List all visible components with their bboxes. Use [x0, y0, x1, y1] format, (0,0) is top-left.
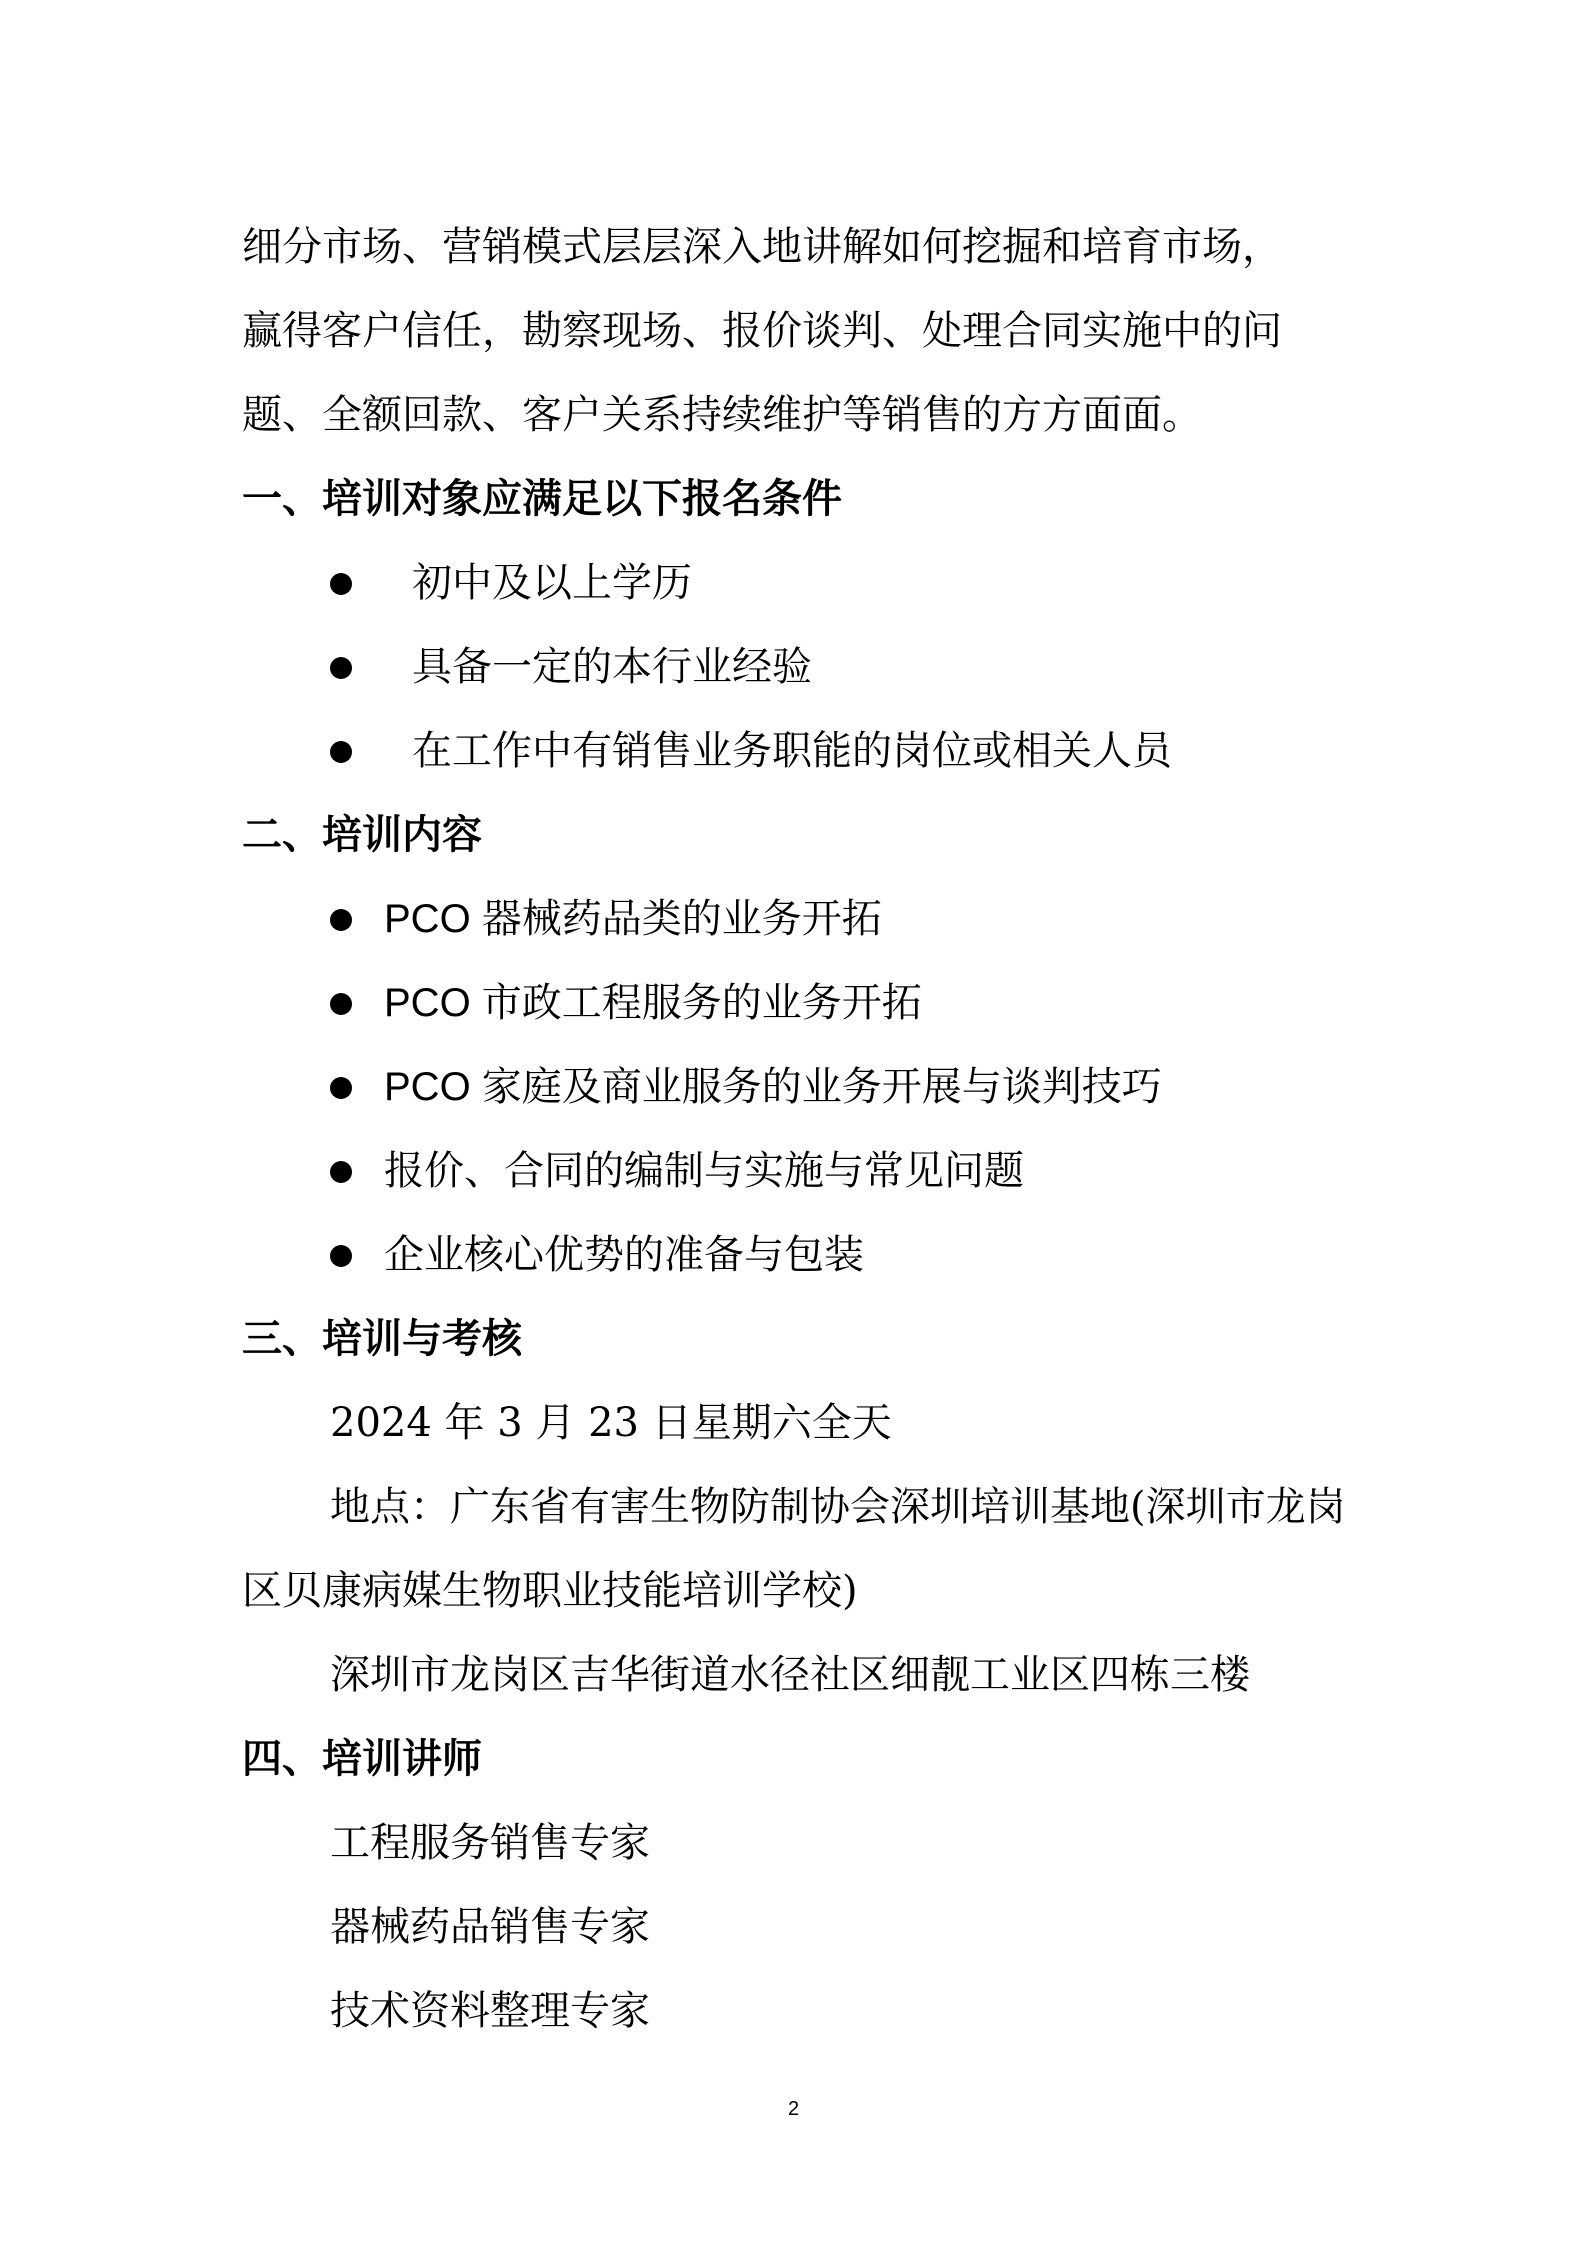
- address: 深圳市龙岗区吉华街道水径社区细靓工业区四栋三楼: [330, 1652, 1250, 1698]
- bullet-icon: [330, 1161, 352, 1183]
- training-date: 2024 年 3 月 23 日星期六全天: [330, 1400, 892, 1446]
- list-item-text: 初中及以上学历: [412, 560, 692, 606]
- location-line-2: 区贝康病媒生物职业技能培训学校): [242, 1568, 858, 1614]
- instructor-item: 技术资料整理专家: [330, 1988, 650, 2034]
- list-item: [242, 625, 1362, 709]
- list-item: [242, 1129, 1362, 1213]
- intro-line-1: 细分市场、营销模式层层深入地讲解如何挖掘和培育市场，: [242, 224, 1282, 270]
- list-item-prefix: PCO: [384, 897, 482, 941]
- section-heading-content: 二、培训内容: [242, 811, 482, 858]
- document-body: [242, 205, 1362, 2053]
- list-item-body: 报价、合同的编制与实施与常见问题: [384, 1148, 1024, 1194]
- bullet-icon: [330, 573, 352, 595]
- location-line-1: 地点：广东省有害生物防制协会深圳培训基地(深圳市龙岗: [330, 1484, 1346, 1530]
- list-item-prefix: PCO: [384, 981, 482, 1025]
- page-number: 2: [787, 2098, 800, 2120]
- list-item-body: 市政工程服务的业务开拓: [481, 980, 922, 1026]
- list-item-text: [384, 1129, 1024, 1213]
- section-heading-eligibility: 一、培训对象应满足以下报名条件: [242, 475, 842, 522]
- bullet-icon: [330, 993, 352, 1015]
- list-item-text: [384, 961, 922, 1045]
- bullet-icon: [330, 909, 352, 931]
- list-item-body: 企业核心优势的准备与包装: [384, 1232, 864, 1278]
- instructor-item: 工程服务销售专家: [330, 1820, 650, 1866]
- intro-line-2: 赢得客户信任，勘察现场、报价谈判、处理合同实施中的问: [242, 308, 1282, 354]
- list-item-text: 在工作中有销售业务职能的岗位或相关人员: [412, 728, 1172, 774]
- instructor-item: 器械药品销售专家: [330, 1904, 650, 1950]
- bullet-icon: [330, 1077, 352, 1099]
- list-item-body: 器械药品类的业务开拓: [481, 896, 882, 942]
- bullet-icon: [330, 657, 352, 679]
- list-item: [242, 961, 1362, 1045]
- list-item: [242, 1045, 1362, 1129]
- list-item: [242, 877, 1362, 961]
- list-item-text: 具备一定的本行业经验: [412, 644, 812, 690]
- list-item: [242, 541, 1362, 625]
- list-item-text: [384, 877, 882, 961]
- bullet-icon: [330, 1245, 352, 1267]
- list-item-body: 家庭及商业服务的业务开展与谈判技巧: [481, 1064, 1162, 1110]
- list-item-text: [384, 1045, 1162, 1129]
- list-item-text: [384, 1213, 864, 1297]
- list-item: [242, 1213, 1362, 1297]
- list-item: [242, 709, 1362, 793]
- list-item-prefix: PCO: [384, 1065, 482, 1109]
- section-heading-instructors: 四、培训讲师: [242, 1735, 482, 1782]
- section-heading-schedule: 三、培训与考核: [242, 1315, 522, 1362]
- intro-line-3: 题、全额回款、客户关系持续维护等销售的方方面面。: [242, 392, 1202, 438]
- bullet-icon: [330, 741, 352, 763]
